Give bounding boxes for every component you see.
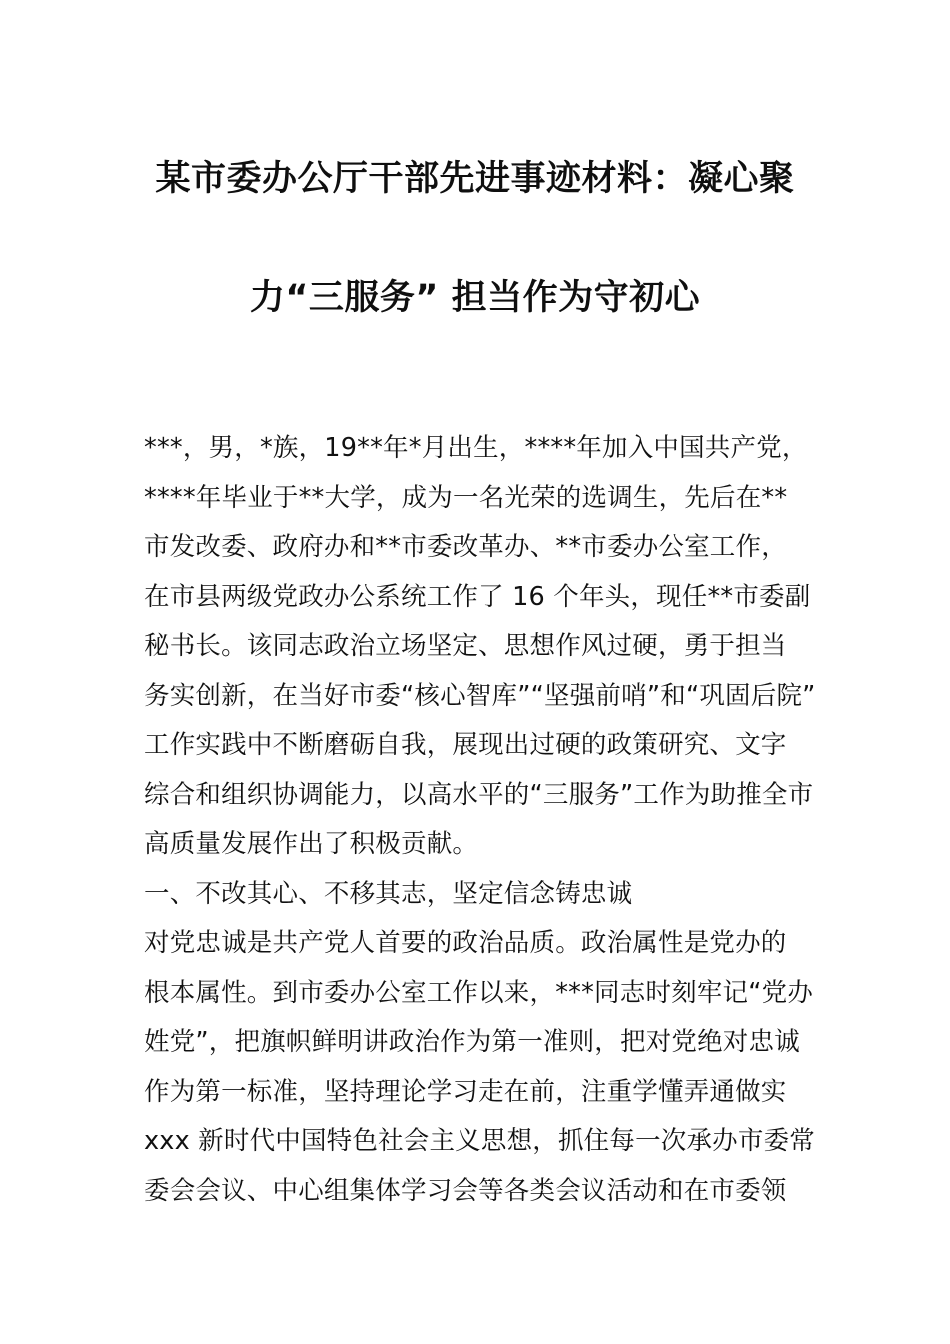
body-line: ****年毕业于**大学，成为一名光荣的选调生，先后在** (144, 482, 788, 513)
section-heading: 一、不改其心、不移其志，坚定信念铸忠诚 (144, 878, 633, 909)
body-line: 综合和组织协调能力，以高水平的“三服务”工作为助推全市 (144, 779, 814, 810)
document-body (144, 424, 814, 1216)
body-line: 高质量发展作出了积极贡献。 (144, 829, 479, 859)
body-line: 务实创新，在当好市委“核心智库”“坚强前哨”和“巩固后院” (144, 680, 816, 711)
body-line: 姓党”，把旗帜鲜明讲政治作为第一准则，把对党绝对忠诚 (144, 1027, 800, 1057)
body-line: 市发改委、政府办和**市委改革办、**市委办公室工作， (144, 532, 787, 562)
body-line: xxx 新时代中国特色社会主义思想，抓住每一次承办市委常 (144, 1126, 815, 1156)
document-title-line-2: 力“三服务” 担当作为守初心 (249, 278, 701, 318)
body-line: 作为第一标准，坚持理论学习走在前，注重学懂弄通做实 (144, 1076, 787, 1107)
body-line: 秘书长。该同志政治立场坚定、思想作风过硬，勇于担当 (144, 631, 787, 661)
body-line: 委会会议、中心组集体学习会等各类会议活动和在市委领 (144, 1175, 787, 1206)
body-line: 工作实践中不断磨砺自我，展现出过硬的政策研究、文字 (144, 730, 787, 760)
document-title-line-1: 某市委办公厅干部先进事迹材料：凝心聚 (155, 159, 795, 199)
body-line: ***，男，*族，19**年*月出生，****年加入中国共产党， (144, 433, 808, 463)
body-line: 对党忠诚是共产党人首要的政治品质。政治属性是党办的 (144, 928, 787, 958)
body-line: 根本属性。到市委办公室工作以来，***同志时刻牢记“党办 (144, 977, 814, 1008)
body-line: 在市县两级党政办公系统工作了 16 个年头，现任**市委副 (144, 581, 811, 612)
